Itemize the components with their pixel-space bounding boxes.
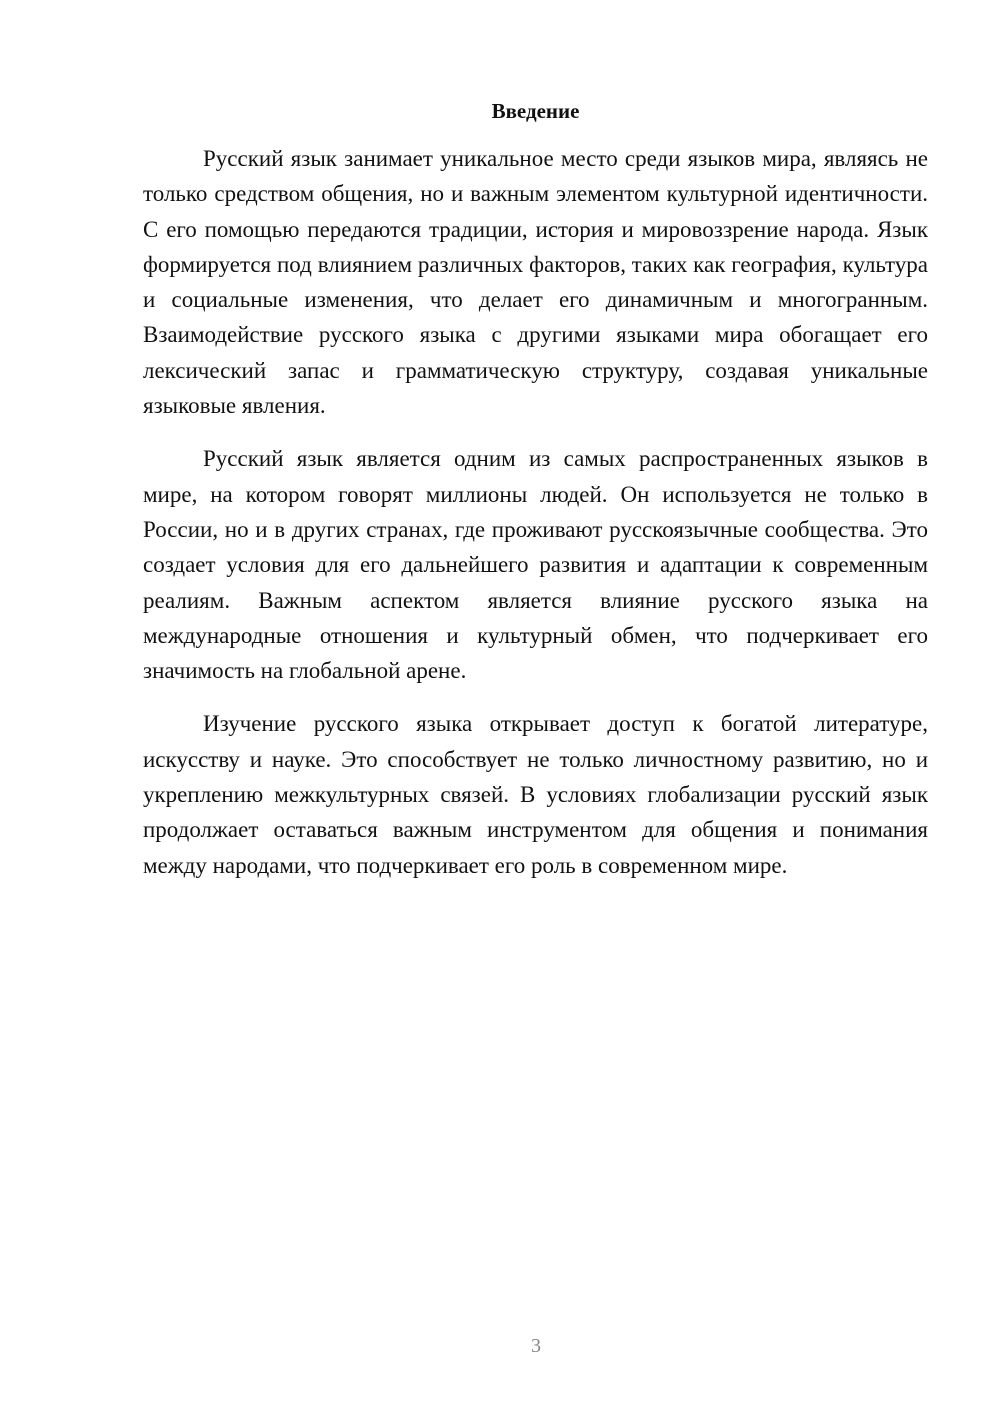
section-title: Введение (491, 99, 580, 123)
paragraph-2: Русский язык является одним из самых распространенных языков в мире, на котором говорят миллионы людей. Он используется не только в России, но и в других странах, где проживают русскоязычные сообщества. Это создает условия для его дальнейшего развития и адаптации к современным реалиям. Важным аспектом является влияние русского языка на международные отношения и культурный обмен, что подчеркивает его значимость на глобальной арене. (143, 446, 928, 684)
body-text (143, 141, 928, 901)
paragraph-3: Изучение русского языка открывает доступ к богатой литературе, искусству и науке. Это способствует не только личностному развитию, но и укреплению межкультурных связей. В условиях глобализации русский язык продолжает оставаться важным инструментом для общения и понимания между народами, что подчеркивает его роль в современном мире. (143, 711, 928, 878)
paragraph-1: Русский язык занимает уникальное место среди языков мира, являясь не только средством общения, но и важным элементом культурной идентичности. С его помощью передаются традиции, история и мировоззрение народа. Язык формируется под влиянием различных факторов, таких как география, культура и социальные изменения, что делает его динамичным и многогранным. Взаимодействие русского языка с другими языками мира обогащает его лексический запас и грамматическую структуру, создавая уникальные языковые явления. (143, 146, 928, 419)
page-number: 3 (531, 1335, 541, 1357)
